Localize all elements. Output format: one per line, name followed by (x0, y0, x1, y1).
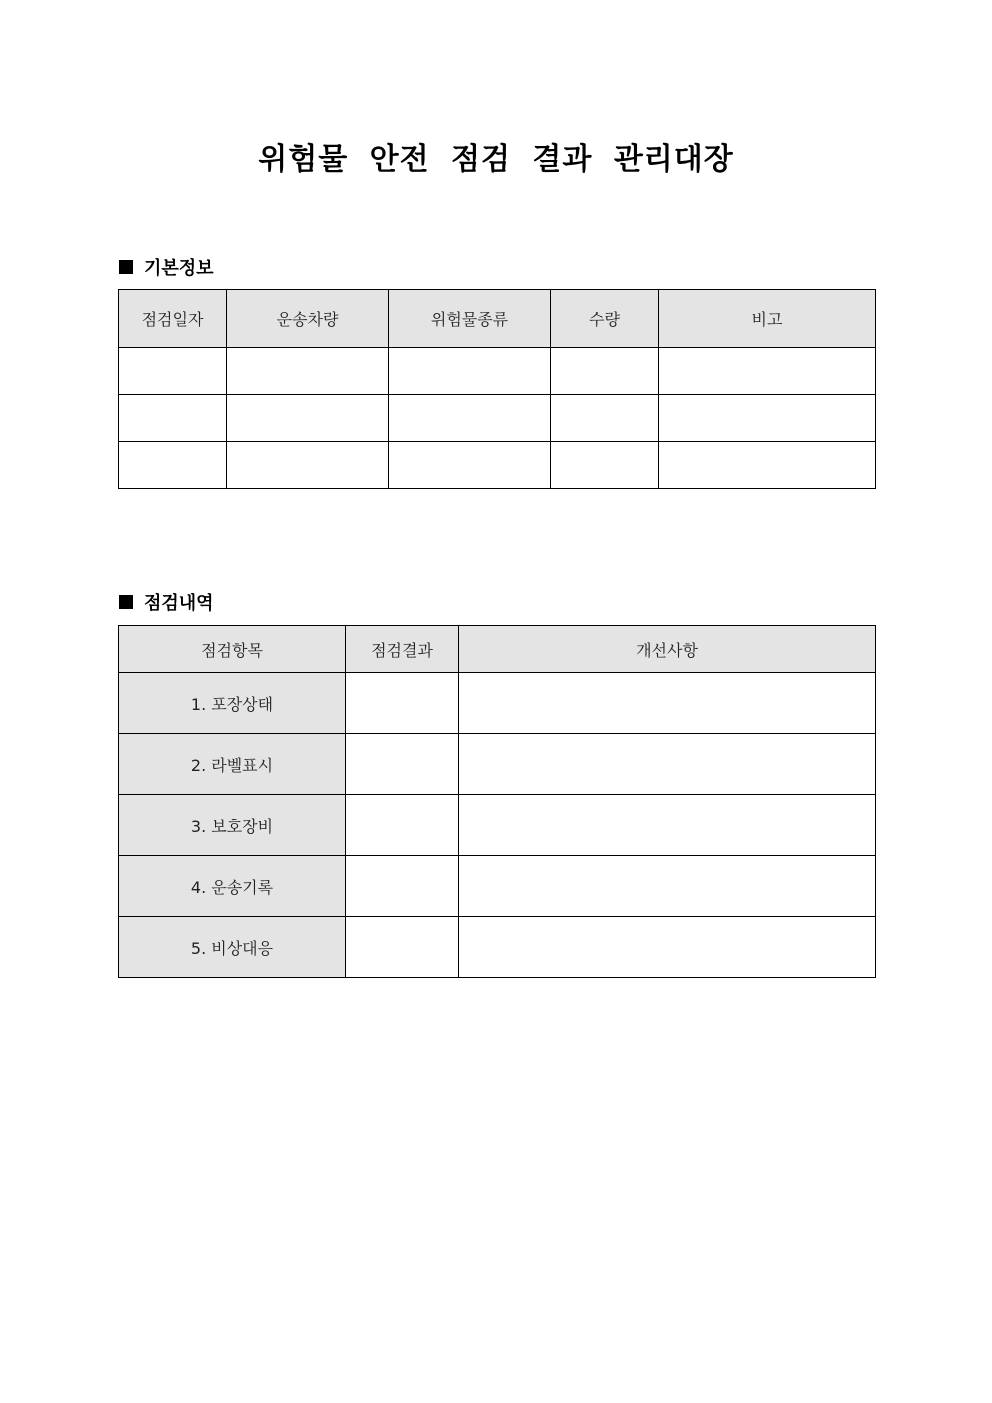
table-row (119, 917, 876, 978)
table-header-row (119, 626, 876, 673)
table-row (119, 442, 876, 489)
table-cell[interactable] (551, 348, 659, 395)
column-header-improvements: 개선사항 (459, 626, 876, 673)
table-cell[interactable] (551, 395, 659, 442)
column-header-inspection-result: 점검결과 (346, 626, 459, 673)
column-header-remarks: 비고 (659, 290, 876, 348)
table-header-row (119, 290, 876, 348)
table-cell[interactable] (227, 442, 389, 489)
table-cell[interactable] (459, 734, 876, 795)
table-cell[interactable] (227, 395, 389, 442)
inspection-item-label: 3. 보호장비 (119, 795, 346, 856)
table-cell[interactable] (459, 917, 876, 978)
table-cell[interactable] (119, 348, 227, 395)
table-row (119, 673, 876, 734)
table-cell[interactable] (346, 917, 459, 978)
table-cell[interactable] (551, 442, 659, 489)
table-cell[interactable] (389, 442, 551, 489)
table-row (119, 734, 876, 795)
table-cell[interactable] (346, 734, 459, 795)
column-header-inspection-item: 점검항목 (119, 626, 346, 673)
inspection-details-table (118, 625, 876, 978)
table-cell[interactable] (119, 395, 227, 442)
table-row (119, 856, 876, 917)
table-cell[interactable] (227, 348, 389, 395)
table-cell[interactable] (659, 348, 876, 395)
inspection-item-label: 1. 포장상태 (119, 673, 346, 734)
table-row (119, 348, 876, 395)
inspection-item-label: 5. 비상대응 (119, 917, 346, 978)
table-cell[interactable] (346, 856, 459, 917)
document-title: 위험물 안전 점검 결과 관리대장 (258, 142, 734, 177)
section-heading-basic-info (119, 254, 214, 280)
table-cell[interactable] (459, 856, 876, 917)
inspection-item-label: 4. 운송기록 (119, 856, 346, 917)
table-cell[interactable] (119, 442, 227, 489)
square-bullet-icon (119, 595, 133, 609)
table-cell[interactable] (459, 673, 876, 734)
table-row (119, 795, 876, 856)
inspection-item-label: 2. 라벨표시 (119, 734, 346, 795)
table-cell[interactable] (346, 673, 459, 734)
column-header-transport-vehicle: 운송차량 (227, 290, 389, 348)
section-heading-inspection-details (119, 589, 214, 615)
table-cell[interactable] (659, 395, 876, 442)
table-cell[interactable] (389, 395, 551, 442)
column-header-quantity: 수량 (551, 290, 659, 348)
column-header-inspection-date: 점검일자 (119, 290, 227, 348)
square-bullet-icon (119, 260, 133, 274)
table-cell[interactable] (459, 795, 876, 856)
section-heading-label: 기본정보 (144, 258, 214, 279)
table-cell[interactable] (389, 348, 551, 395)
section-heading-label: 점검내역 (144, 593, 214, 614)
column-header-hazmat-type: 위험물종류 (389, 290, 551, 348)
table-row (119, 395, 876, 442)
table-cell[interactable] (346, 795, 459, 856)
table-cell[interactable] (659, 442, 876, 489)
basic-info-table (118, 289, 876, 489)
